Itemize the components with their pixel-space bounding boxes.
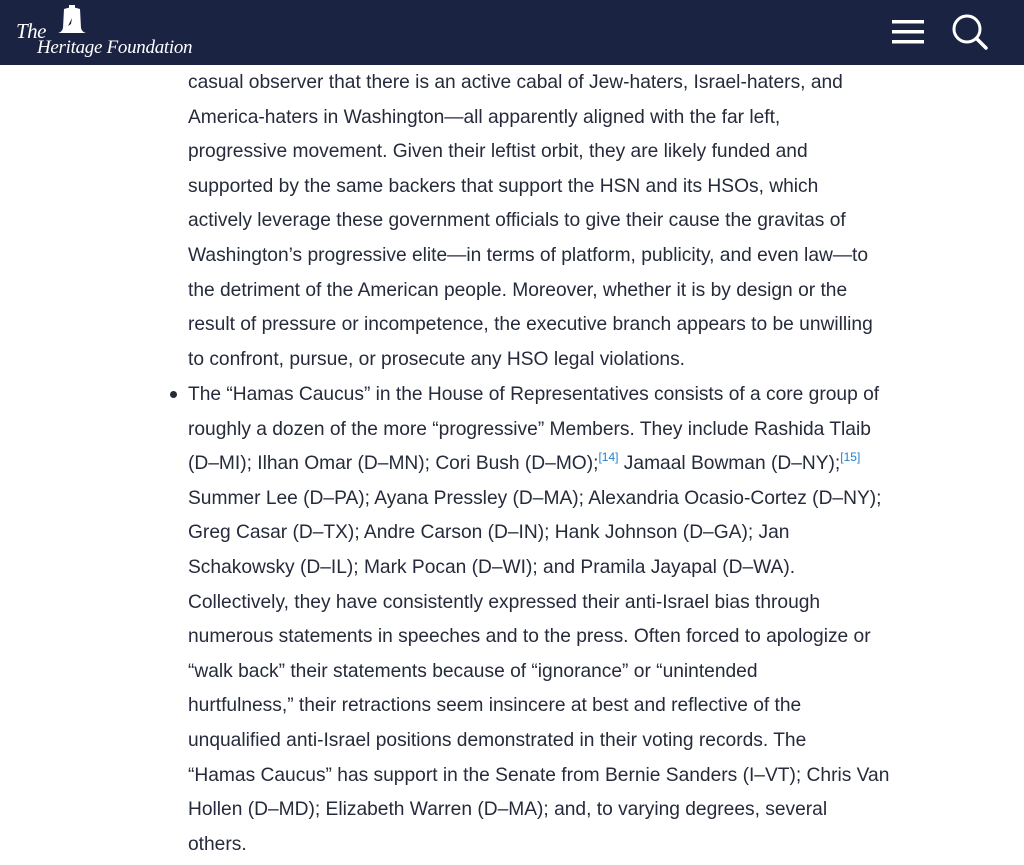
- text-line: hurtfulness,” their retractions seem insincere at best and reflective of the: [188, 695, 802, 717]
- text-line: Summer Lee (D–PA); Ayana Pressley (D–MA); Alexandria Ocasio-Cortez (D–NY);: [188, 487, 882, 509]
- text-line: America-haters in Washington—all apparently aligned with the far left,: [188, 106, 781, 128]
- logo-text-name: Heritage Foundation: [37, 37, 193, 58]
- text-line: others.: [188, 833, 247, 855]
- text-line: Hollen (D–MD); Elizabeth Warren (D–MA); and, to varying degrees, several: [188, 799, 828, 821]
- text-line: roughly a dozen of the more “progressive” Members. They include Rashida Tlaib: [188, 418, 871, 440]
- text-line: Schakowsky (D–IL); Mark Pocan (D–WI); and Pramila Jayapal (D–WA).: [188, 556, 796, 578]
- text-line: The “Hamas Caucus” in the House of Representatives consists of a core group of: [188, 384, 880, 405]
- text-segment: (D–MI); Ilhan Omar (D–MN); Cori Bush (D–MO);: [188, 453, 599, 475]
- list-item-hamas-caucus: [188, 378, 988, 862]
- hamburger-menu-icon: [888, 14, 928, 50]
- footnote-link-14[interactable]: [14]: [598, 450, 619, 465]
- footnote-link-15[interactable]: [15]: [840, 450, 861, 465]
- logo-text-the: The: [16, 19, 46, 43]
- text-line: Washington’s progressive elite—in terms of platform, publicity, and even law—to: [188, 244, 869, 266]
- article-paragraph: [188, 66, 988, 377]
- article-body: [0, 65, 1024, 865]
- text-line: “Hamas Caucus” has support in the Senate from Bernie Sanders (I–VT); Chris Van: [188, 764, 890, 786]
- text-line: unqualified anti-Israel positions demonstrated in their voting records. The: [188, 729, 807, 751]
- text-line: to confront, pursue, or prosecute any HSO legal violations.: [188, 348, 686, 370]
- text-line: numerous statements in speeches and to the press. Often forced to apologize or: [188, 626, 871, 648]
- site-header: [0, 0, 1024, 65]
- text-line: progressive movement. Given their leftist orbit, they are likely funded and: [188, 141, 808, 163]
- search-icon: [946, 10, 994, 54]
- list-bullet: [170, 391, 177, 398]
- text-line: Collectively, they have consistently expressed their anti-Israel bias through: [188, 591, 821, 613]
- menu-button[interactable]: [888, 14, 928, 50]
- liberty-bell-icon: [56, 4, 88, 38]
- text-line: actively leverage these government officials to give their cause the gravitas of: [188, 210, 846, 232]
- text-line: “walk back” their statements because of “ignorance” or “unintended: [188, 660, 758, 682]
- text-line: Greg Casar (D–TX); Andre Carson (D–IN); Hank Johnson (D–GA); Jan: [188, 522, 790, 544]
- text-line: result of pressure or incompetence, the executive branch appears to be unwilling: [188, 314, 873, 336]
- search-button[interactable]: [946, 10, 994, 54]
- heritage-foundation-logo[interactable]: [16, 4, 216, 60]
- text-line-with-footnotes: [188, 447, 988, 482]
- text-line: casual observer that there is an active cabal of Jew-haters, Israel-haters, and: [188, 72, 843, 93]
- text-line: the detriment of the American people. Moreover, whether it is by design or the: [188, 279, 848, 301]
- text-segment: Jamaal Bowman (D–NY);: [618, 453, 841, 475]
- text-line: supported by the same backers that support the HSN and its HSOs, which: [188, 175, 819, 197]
